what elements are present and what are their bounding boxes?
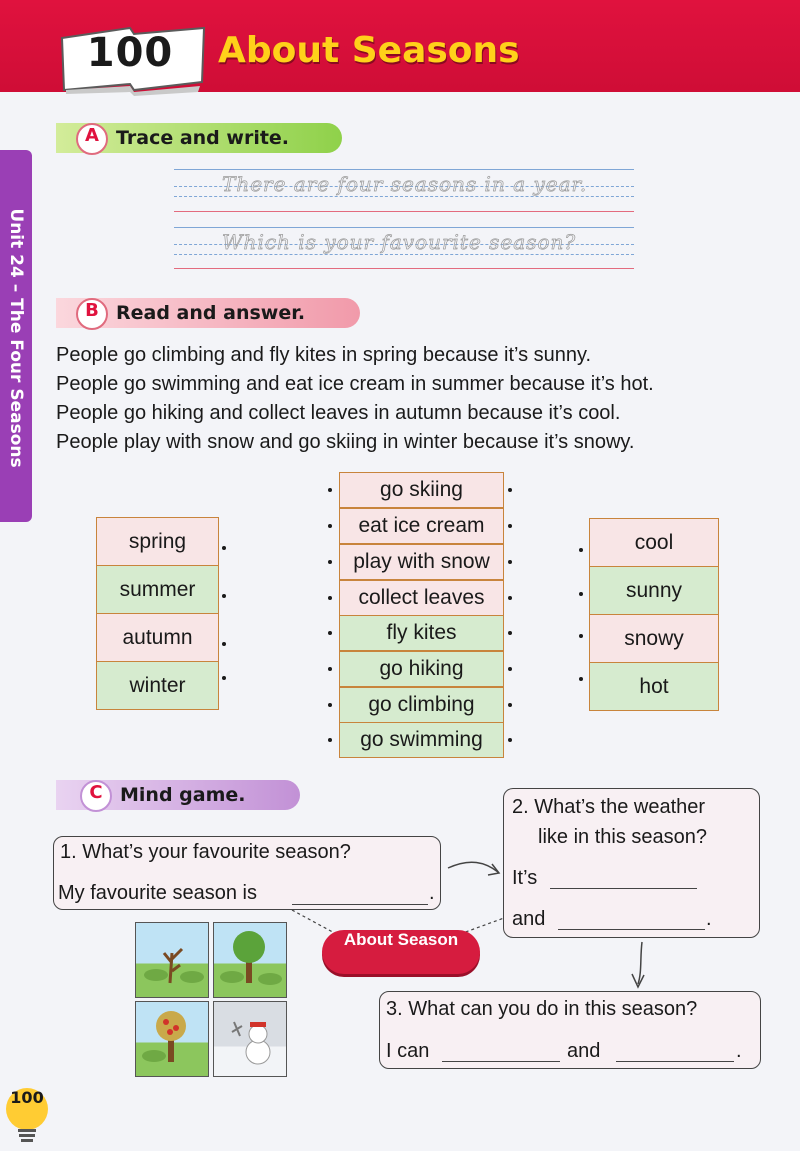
reading-line: People go hiking and collect leaves in autumn because it’s cool. (56, 402, 621, 424)
trace-guide-line (174, 254, 634, 255)
lesson-title: About Seasons (218, 30, 520, 71)
match-dot[interactable] (508, 738, 512, 742)
activity-cell: eat ice cream (339, 508, 504, 544)
activity-cell: play with snow (339, 544, 504, 580)
winter-snowman-picture (213, 1001, 287, 1077)
trace-guide-line (174, 227, 634, 228)
lesson-number: 100 (86, 30, 174, 76)
page-number: 100 (6, 1088, 48, 1130)
trace-guide-line (174, 196, 634, 197)
match-dot[interactable] (508, 596, 512, 600)
trace-sentence-1: There are four seasons in a year. (222, 172, 588, 196)
match-dot[interactable] (508, 560, 512, 564)
question-3-text: 3. What can you do in this season? (386, 998, 698, 1020)
mind-map-center-label: About Season (322, 930, 480, 974)
match-dot[interactable] (222, 594, 226, 598)
match-dot[interactable] (579, 677, 583, 681)
question-2-text: 2. What’s the weather (512, 796, 706, 818)
question-1-period: . (429, 882, 435, 904)
match-dot[interactable] (328, 631, 332, 635)
match-dot[interactable] (508, 524, 512, 528)
summer-green-tree-picture (213, 922, 287, 998)
lightbulb-base-icon (16, 1128, 38, 1144)
season-cell: summer (96, 565, 219, 614)
autumn-fruit-tree-picture (135, 1001, 209, 1077)
match-dot[interactable] (508, 631, 512, 635)
match-dot[interactable] (508, 488, 512, 492)
question-3-ican: I can (386, 1040, 430, 1062)
reading-line: People go climbing and fly kites in spring because it’s sunny. (56, 344, 592, 366)
match-dot[interactable] (579, 592, 583, 596)
match-dot[interactable] (222, 642, 226, 646)
weather-cell: cool (589, 518, 719, 567)
reading-line: People play with snow and go skiing in winter because it’s snowy. (56, 431, 635, 453)
weather-cell: snowy (589, 614, 719, 663)
question-3-and: and (567, 1040, 601, 1062)
activity-cell: go climbing (339, 687, 504, 723)
match-dot[interactable] (328, 738, 332, 742)
match-dot[interactable] (222, 546, 226, 550)
section-c-badge: C (80, 780, 112, 812)
winter-bare-tree-picture (135, 922, 209, 998)
season-cell: spring (96, 517, 219, 566)
activity-cell: collect leaves (339, 580, 504, 616)
match-dot[interactable] (508, 667, 512, 671)
match-dot[interactable] (222, 676, 226, 680)
match-dot[interactable] (579, 634, 583, 638)
section-b-badge: B (76, 298, 108, 330)
match-dot[interactable] (579, 548, 583, 552)
match-dot[interactable] (328, 703, 332, 707)
weather-cell: sunny (589, 566, 719, 615)
answer-blank[interactable] (442, 1061, 560, 1062)
match-dot[interactable] (508, 703, 512, 707)
match-dot[interactable] (328, 560, 332, 564)
activity-cell: go swimming (339, 722, 504, 758)
section-b-title: Read and answer. (116, 302, 306, 324)
match-dot[interactable] (328, 524, 332, 528)
weather-cell: hot (589, 662, 719, 711)
match-dot[interactable] (328, 488, 332, 492)
trace-sentence-2: Which is your favourite season? (222, 230, 577, 254)
question-1-prompt: My favourite season is (58, 882, 257, 904)
activity-cell: go skiing (339, 472, 504, 508)
mind-map-connectors (280, 850, 680, 1000)
question-2-its: It’s (512, 867, 538, 889)
answer-blank[interactable] (616, 1061, 734, 1062)
season-cell: winter (96, 661, 219, 710)
match-dot[interactable] (328, 596, 332, 600)
section-a-badge: A (76, 123, 108, 155)
question-2-period: . (706, 908, 712, 930)
match-dot[interactable] (328, 667, 332, 671)
season-cell: autumn (96, 613, 219, 662)
unit-side-tab-label: Unit 24 – The Four Seasons (6, 208, 26, 468)
question-2-text-line2: like in this season? (538, 826, 707, 848)
question-3-period: . (736, 1040, 742, 1062)
activity-cell: fly kites (339, 615, 504, 651)
trace-guide-line (174, 268, 634, 269)
question-2-and: and (512, 908, 546, 930)
activity-cell: go hiking (339, 651, 504, 687)
trace-guide-line (174, 169, 634, 170)
reading-line: People go swimming and eat ice cream in summer because it’s hot. (56, 373, 654, 395)
section-a-title: Trace and write. (116, 127, 290, 149)
question-1-text: 1. What’s your favourite season? (60, 841, 351, 863)
section-c-title: Mind game. (120, 784, 246, 806)
trace-guide-line (174, 211, 634, 212)
